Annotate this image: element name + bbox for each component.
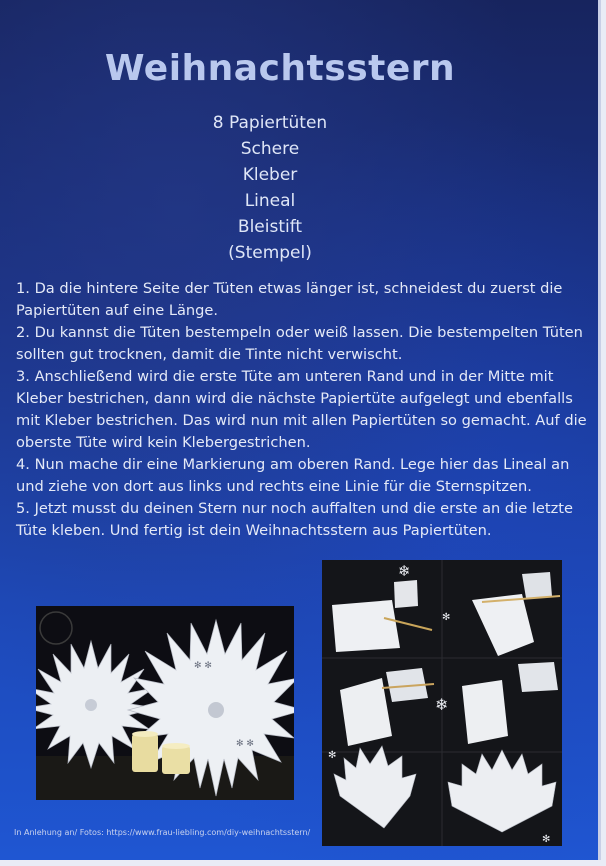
crafting-steps-illustration: [322, 560, 562, 846]
svg-text:✻ ✻: ✻ ✻: [194, 661, 212, 671]
instruction-step: 5. Jetzt musst du deinen Stern nur noch auffalten und die erste an die letzte Tüte kleben. Und fertig ist dein Weihnachtsstern aus Papiertüten.: [16, 500, 573, 539]
source-credit: In Anlehung an/ Fotos: https://www.frau-liebling.com/diy-weihnachtsstern/: [14, 828, 311, 837]
material-item: Kleber: [242, 165, 298, 185]
material-item: (Stempel): [228, 243, 312, 263]
finished-stars-photo: [36, 606, 294, 800]
finished-stars-illustration: [36, 606, 294, 800]
page-title: Weihnachtsstern: [104, 48, 456, 89]
material-item: Lineal: [244, 191, 296, 211]
candle-icon: [162, 743, 190, 774]
materials-list: [170, 110, 370, 266]
instruction-step: 3. Anschließend wird die erste Tüte am unteren Rand und in der Mitte mit Kleber bestrichen, dann wird die nächste Papiertüte aufgelegt und ebenfalls mit Kleber bestrichen. Das wird nun mit allen Papiertüten so gemacht. Auf die oberste Tüte wird kein Klebergestrichen.: [16, 368, 587, 451]
crafting-steps-photo: [322, 560, 562, 846]
material-item: Bleistift: [237, 217, 303, 237]
snowflake-icon: ✻: [328, 750, 337, 761]
instruction-steps: [16, 278, 588, 542]
instruction-step: 2. Du kannst die Tüten bestempeln oder weiß lassen. Die bestempelten Tüten sollten gut trocknen, damit die Tinte nicht verwischt.: [16, 324, 583, 363]
instruction-step: 1. Da die hintere Seite der Tüten etwas länger ist, schneidest du zuerst die Papiertüten auf eine Länge.: [16, 280, 563, 319]
instruction-step: 4. Nun mache dir eine Markierung am oberen Rand. Lege hier das Lineal an und ziehe von dort aus links und rechts eine Linie für die Sternspitzen.: [16, 456, 570, 495]
candle-icon: [132, 731, 158, 772]
snowflake-icon: ✻: [442, 612, 451, 623]
material-item: Schere: [240, 139, 300, 159]
material-item: 8 Papiertüten: [212, 113, 328, 133]
svg-text:✻ ✻: ✻ ✻: [236, 739, 254, 749]
snowflake-icon: ✻: [542, 834, 551, 845]
snowflake-icon: ❄: [435, 695, 449, 714]
snowflake-icon: ❄: [398, 562, 411, 580]
